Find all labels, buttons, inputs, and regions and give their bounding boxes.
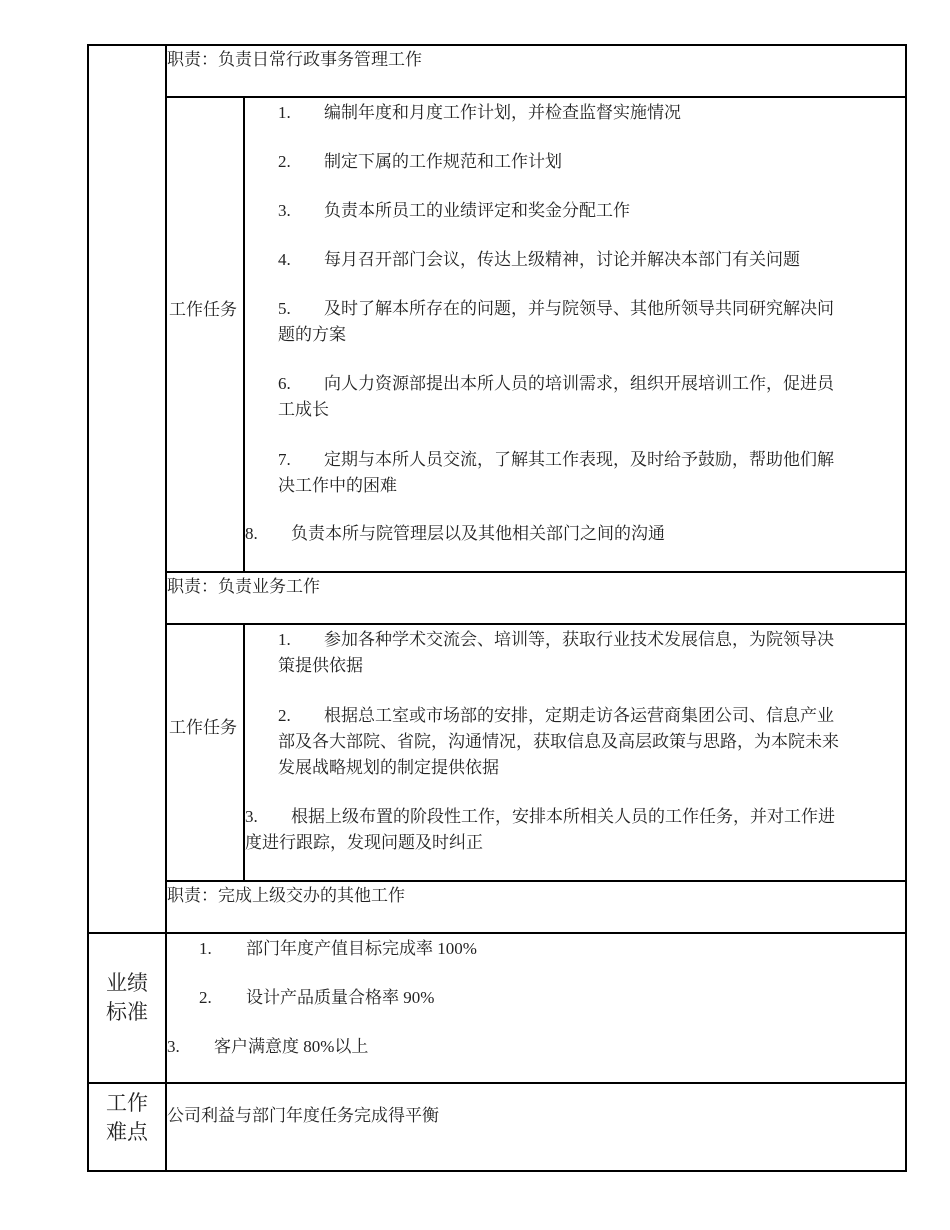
task-label-admin: 工作任务 (169, 300, 237, 319)
list-item: 4. 每月召开部门会议，传达上级精神，讨论并解决本部门有关问题 (278, 250, 800, 269)
row-divider (165, 96, 907, 98)
list-item: 2. 设计产品质量合格率 90% (199, 988, 435, 1007)
list-item: 3. 根据上级布置的阶段性工作，安排本所相关人员的工作任务，并对工作进 度进行跟踪，发现问题及时纠正 (245, 807, 835, 852)
list-item: 8. 负责本所与院管理层以及其他相关部门之间的沟通 (245, 524, 665, 543)
task-label-divider (243, 96, 245, 573)
difficulty-label: 工作难点 (106, 1091, 148, 1144)
list-item: 1. 部门年度产值目标完成率 100% (199, 939, 477, 958)
table-border-bottom (87, 1170, 907, 1172)
duty-admin: 职责：负责日常行政事务管理工作 (167, 50, 422, 69)
row-divider (87, 932, 907, 934)
list-item: 3. 客户满意度 80%以上 (167, 1037, 369, 1056)
row-divider (165, 623, 907, 625)
row-divider (87, 1082, 907, 1084)
table-border-top (87, 44, 907, 46)
duty-business: 职责：负责业务工作 (167, 577, 320, 596)
list-item: 3. 负责本所员工的业绩评定和奖金分配工作 (278, 201, 630, 220)
list-item: 5. 及时了解本所存在的问题，并与院领导、其他所领导共同研究解决问 题的方案 (278, 299, 834, 344)
performance-label: 业绩标准 (106, 971, 148, 1024)
table-border-left (87, 44, 89, 1172)
list-item: 2. 根据总工室或市场部的安排，定期走访各运营商集团公司、信息产业 部及各大部院、省院，沟通情况，获取信息及高层政策与思路，为本院未来 发展战略规划的制定提供依据 (278, 706, 839, 777)
list-item: 2. 制定下属的工作规范和工作计划 (278, 152, 562, 171)
row-divider (165, 571, 907, 573)
list-item: 6. 向人力资源部提出本所人员的培训需求，组织开展培训工作，促进员 工成长 (278, 374, 834, 419)
row-divider (165, 880, 907, 882)
list-item: 1. 参加各种学术交流会、培训等，获取行业技术发展信息，为院领导决 策提供依据 (278, 630, 834, 675)
table-border-right (905, 44, 907, 1172)
duty-other: 职责：完成上级交办的其他工作 (167, 886, 405, 905)
task-label-business: 工作任务 (169, 718, 237, 737)
difficulty-text: 公司利益与部门年度任务完成得平衡 (167, 1106, 439, 1125)
list-item: 7. 定期与本所人员交流，了解其工作表现，及时给予鼓励，帮助他们解 决工作中的困难 (278, 450, 834, 495)
list-item: 1. 编制年度和月度工作计划，并检查监督实施情况 (278, 103, 681, 122)
table-divider-label-column (165, 44, 167, 1172)
